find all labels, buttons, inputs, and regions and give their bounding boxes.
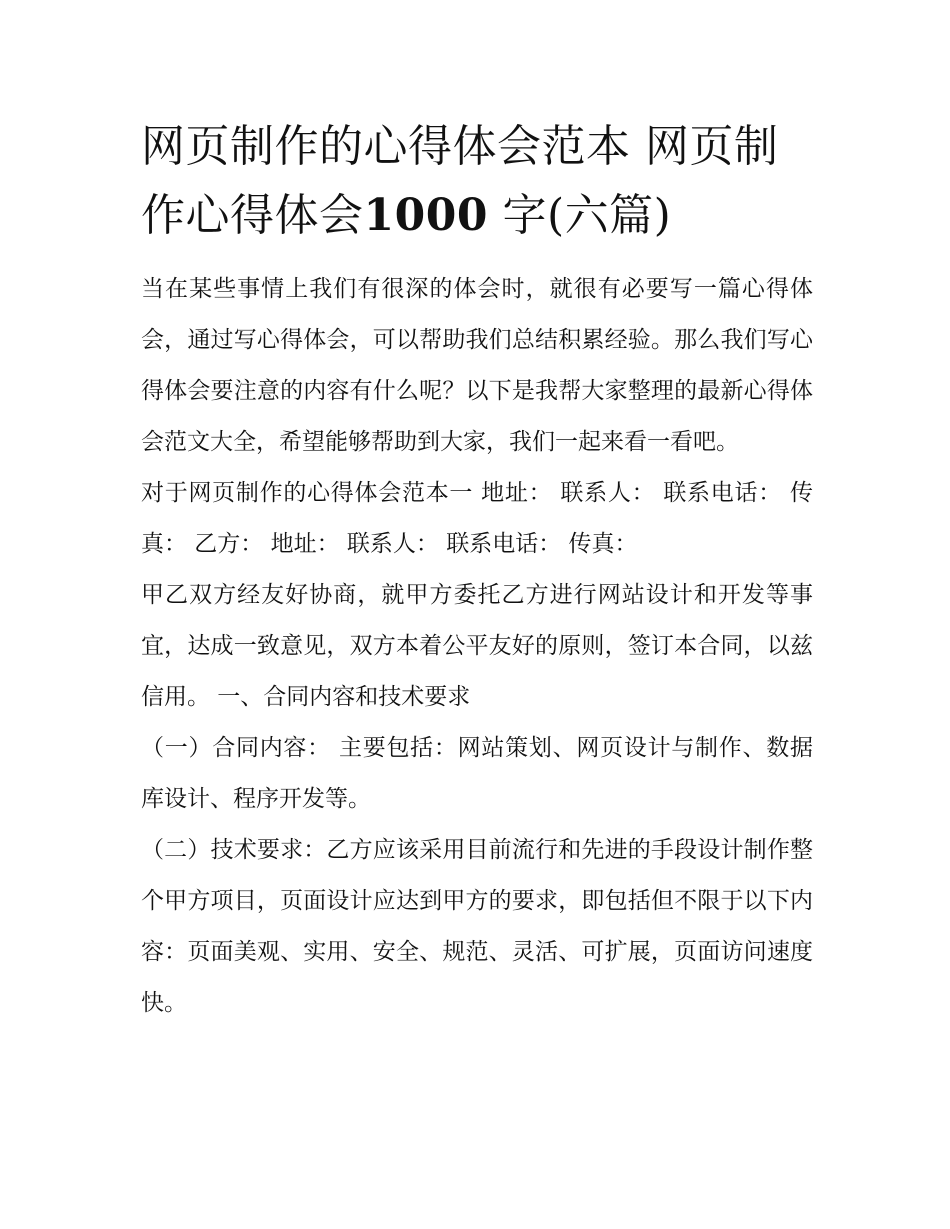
intro-paragraph: 当在某些事情上我们有很深的体会时，就很有必要写一篇心得体会，通过写心得体会，可以帮助我们总结积累经验。那么我们写心得体会要注意的内容有什么呢？以下是我帮大家整理的最新心得体会范文大全，希望能够帮助到大家，我们一起来看一看吧。: [141, 276, 813, 455]
title-number: 1000: [363, 190, 488, 241]
contact-info-paragraph: 对于网页制作的心得体会范本一 地址： 联系人： 联系电话： 传真： 乙方： 地址： 联系人： 联系电话： 传真：: [141, 480, 813, 557]
contract-content-paragraph: （一）合同内容： 主要包括：网站策划、网页设计与制作、数据库设计、程序开发等。: [141, 735, 813, 812]
title-text-part2: 字(六篇): [487, 190, 672, 241]
title-text-part1: 网页制作的心得体会范本 网页制作心得体会: [141, 121, 779, 241]
document-body: [141, 112, 813, 1029]
document-title: [141, 112, 813, 250]
agreement-paragraph: 甲乙双方经友好协商，就甲方委托乙方进行网站设计和开发等事宜，达成一致意见，双方本着公平友好的原则，签订本合同，以兹信用。 一、合同内容和技术要求: [141, 582, 813, 710]
technical-requirements-paragraph: （二）技术要求：乙方应该采用目前流行和先进的手段设计制作整个甲方项目，页面设计应达到甲方的要求，即包括但不限于以下内容：页面美观、实用、安全、规范、灵活、可扩展，页面访问速度快。: [141, 837, 813, 1016]
